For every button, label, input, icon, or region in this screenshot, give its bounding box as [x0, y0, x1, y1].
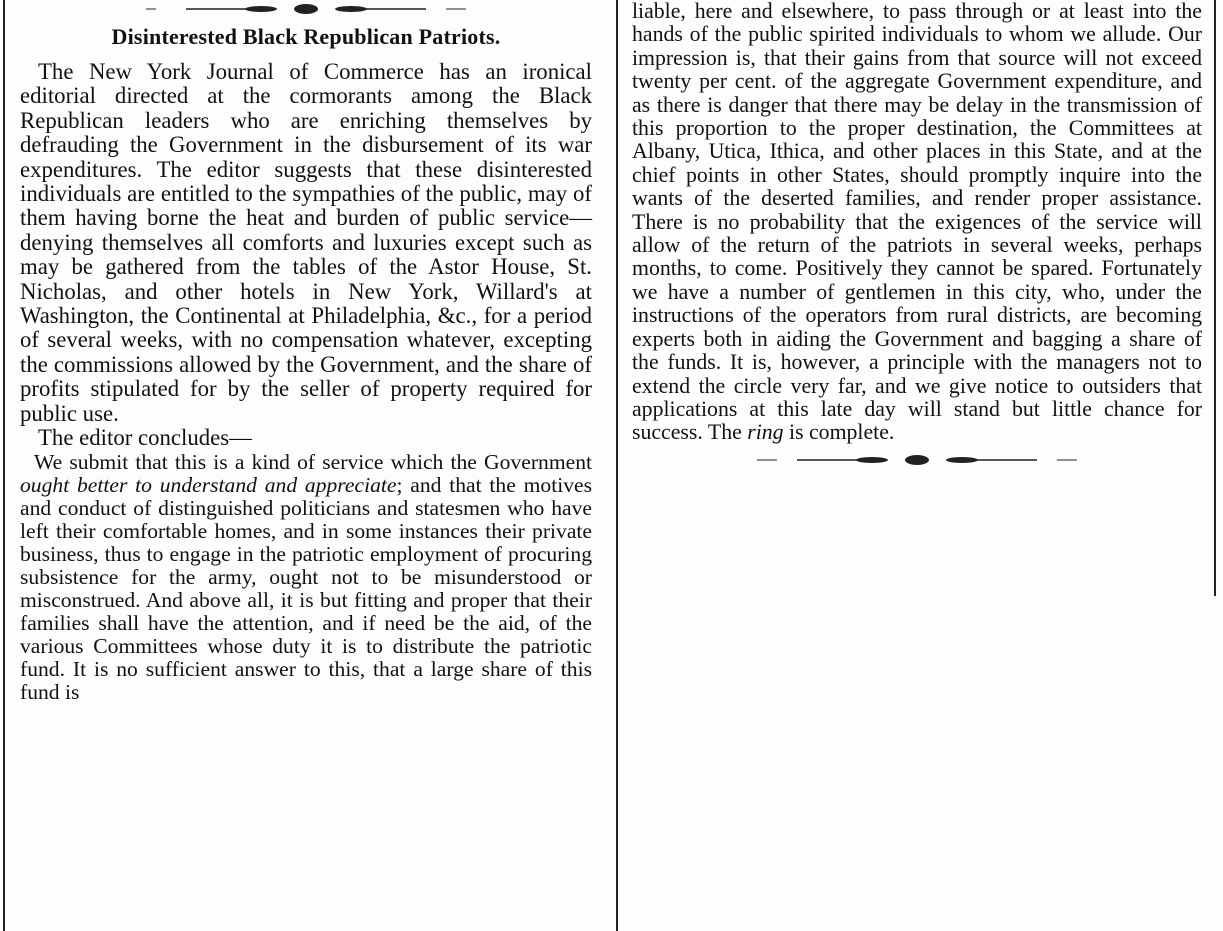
- continued-text-start: liable, here and elsewhere, to pass through or at least into the hands of the public spirited individuals to whom we allude. Our impression is, that their gains from that source will not exceed twenty per cent. of the aggregate Government expenditure, and as there is danger that there may be delay in the transmission of this proportion to the proper destination, the Committees at Albany, Utica, Ithica, and other places in this State, and at the chief points in other States, should promptly inquire into the wants of the deserted families, and render proper assistance. There is no probability that the exigences of the service will allow of the return of the patriots in several weeks, perhaps months, to come. Positively they cannot be spared. Fortunately we have a number of gentlemen in this city, who, under the instructions of the operators from rural districts, are becoming experts both in aiding the Government and bagging a share of the funds. It is, however, a principle with the managers not to extend the circle very far, and we give notice to outsiders that applications at this late day will stand but little chance for success. The: [632, 0, 1202, 445]
- quote-italic-phrase: ought better to understand and appreciate: [20, 472, 397, 497]
- continued-text-end: is complete.: [783, 420, 895, 445]
- top-ornament-divider: [20, 0, 592, 18]
- article-paragraph-1: The New York Journal of Commerce has an ironical editorial directed at the cormorants among the Black Republican leaders who are enriching themselves by defrauding the Government in the disbursement of its war expenditures. The editor suggests that these disinterested individuals are entitled to the sympathies of the public, may of them having borne the heat and burden of public service—denying themselves all comforts and luxuries except such as may be gathered from the tables of the Astor House, St. Nicholas, and other hotels in New York, Willard's at Washington, the Continental at Philadelphia, &c., for a period of several weeks, with no compensation whatever, excepting the commissions allowed by the Government, and the share of profits stipulated for by the seller of property required for public use.: [20, 59, 592, 426]
- end-ornament-divider: [632, 451, 1202, 469]
- quoted-paragraph: [20, 451, 592, 704]
- quote-text-end: ; and that the motives and conduct of distinguished politicians and statesmen who have left their comfortable homes, and in some instances their private business, thus to engage in the patriotic employment of procuring subsistence for the army, ought not to be misunderstood or misconstrued. And above all, it is but fitting and proper that their families shall have the attention, and if need be the aid, of the various Committees whose duty it is to distribute the patriotic fund. It is no sufficient answer to this, that a large share of this fund is: [20, 472, 592, 704]
- right-column: [632, 0, 1202, 473]
- quote-text-start: We submit that this is a kind of service which the Government: [34, 449, 592, 474]
- center-column-rule: [616, 0, 618, 931]
- continued-italic-word: ring: [747, 420, 784, 445]
- left-column-border: [3, 0, 5, 931]
- right-column-border: [1214, 0, 1216, 596]
- left-column: [20, 0, 592, 704]
- article-paragraph-2: The editor concludes—: [38, 425, 252, 451]
- continued-paragraph: [632, 0, 1202, 445]
- article-headline: Disinterested Black Republican Patriots.: [111, 24, 501, 49]
